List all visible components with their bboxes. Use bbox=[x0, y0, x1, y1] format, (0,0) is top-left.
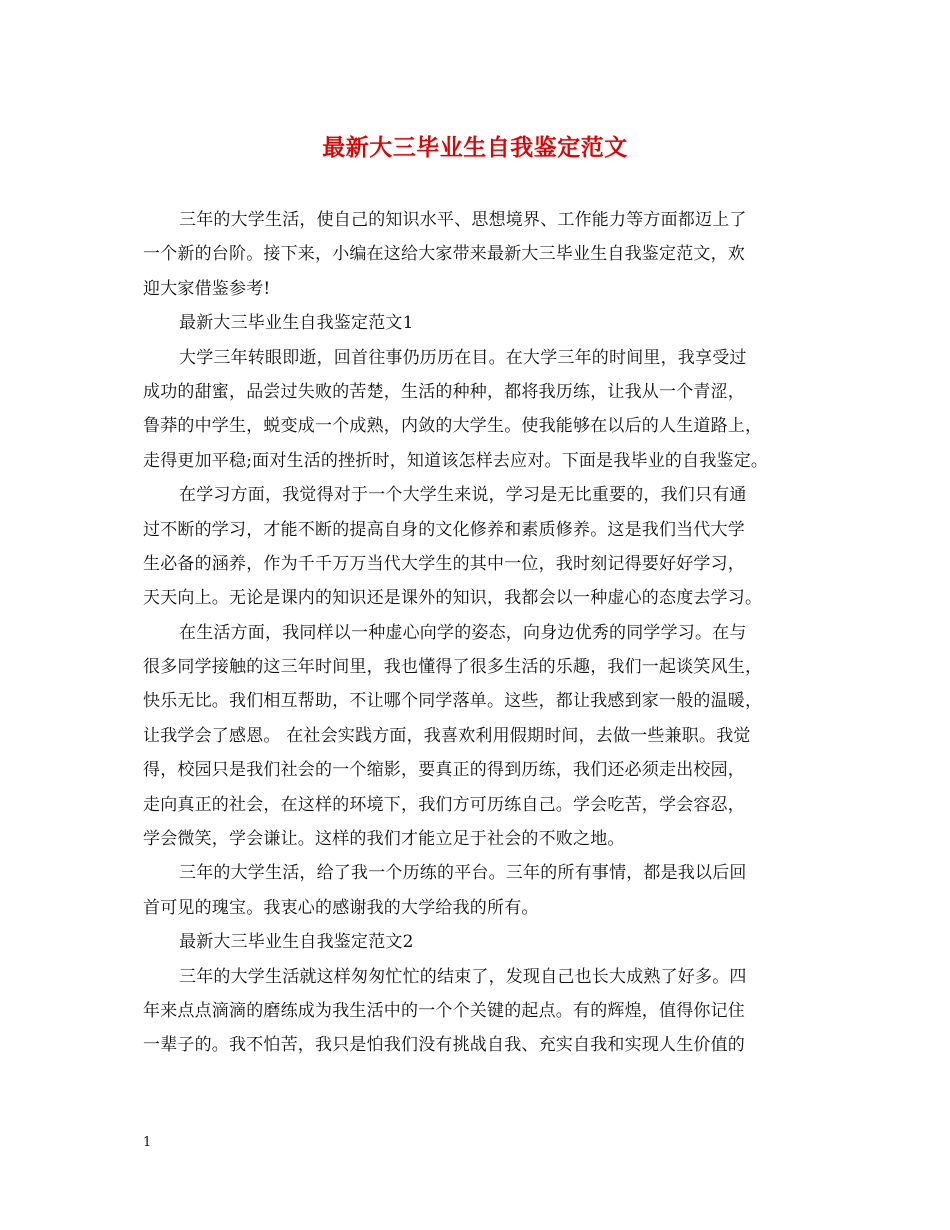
body-line: 让我学会了感恩。 在社会实践方面，我喜欢利用假期时间，去做一些兼职。我觉 bbox=[143, 725, 751, 746]
body-line: 鲁莽的中学生，蜕变成一个成熟，内敛的大学生。使我能够在以后的人生道路上， bbox=[143, 416, 763, 437]
body-line: 生必备的涵养，作为千千万万当代大学生的其中一位，我时刻记得要好好学习， bbox=[143, 553, 745, 574]
body-line: 学会微笑，学会谦让。这样的我们才能立足于社会的不败之地。 bbox=[143, 829, 625, 850]
body-line: 走向真正的社会，在这样的环境下，我们方可历练自己。学会吃苦，学会容忍， bbox=[143, 794, 745, 815]
section-heading: 最新大三毕业生自我鉴定范文2 bbox=[179, 932, 414, 953]
body-line: 天天向上。无论是课内的知识还是课外的知识，我都会以一种虚心的态度去学习。 bbox=[143, 588, 763, 609]
document-title: 最新大三毕业生自我鉴定范文 bbox=[322, 134, 628, 161]
body-line: 一个新的台阶。接下来，小编在这给大家带来最新大三毕业生自我鉴定范文，欢 bbox=[143, 244, 745, 265]
body-line: 在学习方面，我觉得对于一个大学生来说，学习是无比重要的，我们只有通 bbox=[179, 485, 747, 506]
body-line: 得，校园只是我们社会的一个缩影，要真正的得到历练，我们还必须走出校园， bbox=[143, 760, 745, 781]
page-number: 1 bbox=[143, 1135, 152, 1150]
body-line: 迎大家借鉴参考! bbox=[143, 278, 271, 299]
body-line: 很多同学接触的这三年时间里，我也懂得了很多生活的乐趣，我们一起谈笑风生， bbox=[143, 657, 763, 678]
section-heading: 最新大三毕业生自我鉴定范文1 bbox=[179, 313, 414, 334]
body-line: 三年的大学生活，给了我一个历练的平台。三年的所有事情，都是我以后回 bbox=[179, 863, 747, 884]
body-line: 一辈子的。我不怕苦，我只是怕我们没有挑战自我、充实自我和实现人生价值的 bbox=[143, 1035, 745, 1056]
body-line: 年来点点滴滴的磨练成为我生活中的一个个关键的起点。有的辉煌，值得你记住 bbox=[143, 1000, 745, 1021]
body-line: 首可见的瑰宝。我衷心的感谢我的大学给我的所有。 bbox=[143, 897, 539, 918]
body-line: 三年的大学生活就这样匆匆忙忙的结束了，发现自己也长大成熟了好多。四 bbox=[179, 966, 747, 987]
body-line: 在生活方面，我同样以一种虚心向学的姿态，向身边优秀的同学学习。在与 bbox=[179, 622, 747, 643]
body-line: 走得更加平稳;面对生活的挫折时，知道该怎样去应对。下面是我毕业的自我鉴定。 bbox=[143, 450, 769, 471]
body-line: 大学三年转眼即逝，回首往事仍历历在目。在大学三年的时间里，我享受过 bbox=[179, 347, 747, 368]
document-body bbox=[143, 203, 823, 1063]
body-line: 三年的大学生活，使自己的知识水平、思想境界、工作能力等方面都迈上了 bbox=[179, 210, 747, 230]
body-line: 成功的甜蜜，品尝过失败的苦楚，生活的种种，都将我历练，让我从一个青涩， bbox=[143, 381, 745, 402]
body-line: 过不断的学习，才能不断的提高自身的文化修养和素质修养。这是我们当代大学 bbox=[143, 519, 745, 540]
body-line: 快乐无比。我们相互帮助，不让哪个同学落单。这些，都让我感到家一般的温暖， bbox=[143, 691, 763, 712]
